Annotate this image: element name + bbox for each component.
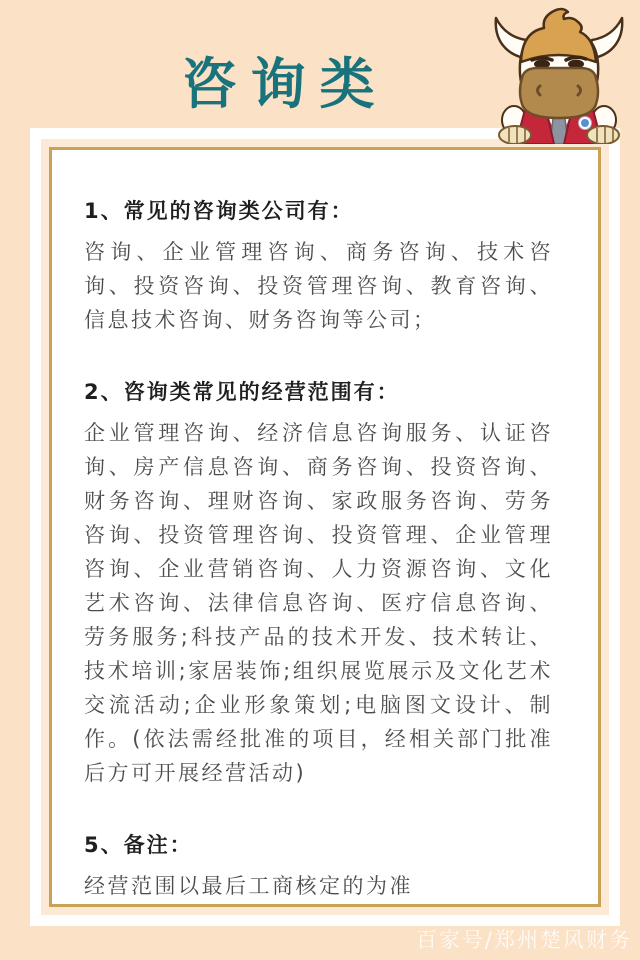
bull-hair-icon bbox=[521, 9, 596, 62]
content-area bbox=[52, 150, 598, 903]
watermark: 百家号/郑州楚风财务 bbox=[415, 928, 632, 952]
section-heading: 2、咨询类常见的经营范围有： bbox=[84, 380, 400, 404]
bull-mascot-icon bbox=[488, 4, 630, 144]
section-heading: 5、备注： bbox=[84, 833, 193, 857]
section-remarks bbox=[84, 830, 553, 903]
content-frame-gap bbox=[41, 139, 609, 915]
section-body: 咨询、企业管理咨询、商务咨询、技术咨询、投资咨询、投资管理咨询、教育咨询、信息技术咨询、财务咨询等公司； bbox=[84, 240, 553, 332]
section-body: 经营范围以最后工商核定的为准 bbox=[84, 874, 413, 898]
section-common-companies bbox=[84, 196, 553, 337]
bull-muzzle-icon bbox=[520, 68, 598, 118]
page-title: 咨询类 bbox=[181, 52, 389, 116]
section-business-scope bbox=[84, 377, 553, 790]
content-frame-inner bbox=[49, 147, 601, 907]
section-heading: 1、常见的咨询类公司有： bbox=[84, 199, 354, 223]
section-body: 企业管理咨询、经济信息咨询服务、认证咨询、房产信息咨询、商务咨询、投资咨询、财务咨询、理财咨询、家政服务咨询、劳务咨询、投资管理咨询、投资管理、企业管理咨询、企业营销咨询、人力资源咨询、文化艺术咨询、法律信息咨询、医疗信息咨询、劳务服务;科技产品的技术开发、技术转让、技术培训;家居装饰;组织展览展示及文化艺术交流活动;企业形象策划;电脑图文设计、制作。(依法需经批准的项目，经相关部门批准后方可开展经营活动) bbox=[84, 421, 553, 785]
content-frame bbox=[30, 128, 620, 926]
